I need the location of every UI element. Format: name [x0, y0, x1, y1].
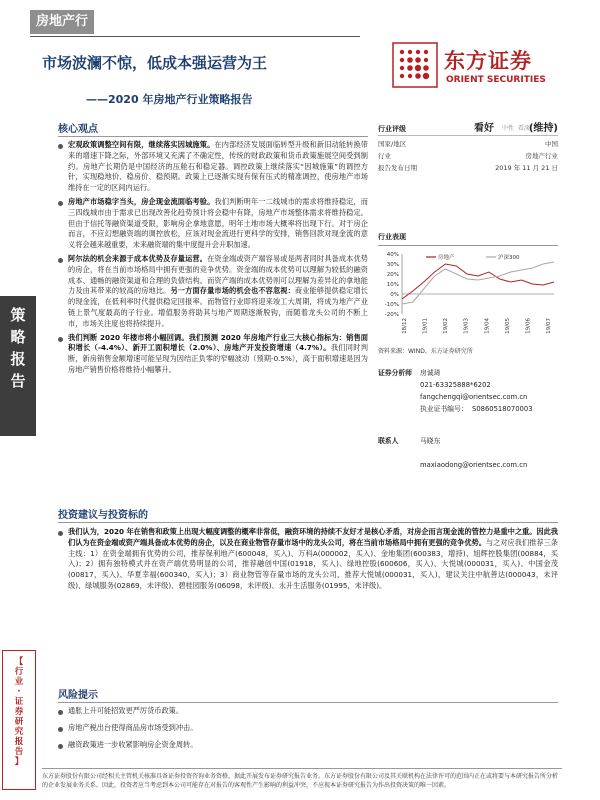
- y-tick-label: -10%: [384, 301, 399, 308]
- logo-text-cn: 东方证券: [444, 49, 532, 73]
- x-tick-label: 19/06: [525, 317, 532, 334]
- analyst-cert: S0860518070003: [472, 405, 533, 413]
- chart-title: 行业表现: [378, 233, 406, 241]
- risk-list: [58, 706, 558, 756]
- legend-label: 房地产: [438, 254, 455, 261]
- kv-value: 房地产行业: [525, 152, 558, 160]
- bottom-strip-char: 业: [14, 677, 24, 687]
- rating-status: (维持): [528, 123, 558, 134]
- y-tick-label: 10%: [386, 281, 399, 288]
- x-tick-label: 19/07: [546, 317, 552, 334]
- core-view-rule: [58, 136, 368, 137]
- page-subtitle: ——2020 年房地产行业策略报告: [86, 93, 253, 106]
- chart-source: 资料来源：WIND、东方证券研究所: [378, 348, 473, 356]
- bullet-text: 我们同时判断，新房销售金额增速可能呈现为因结正负零的窄幅波动（预期-0.5%），高于面积增速是因为房地产销售价格将维持小幅攀升。: [68, 343, 368, 374]
- kv-key: 报告发布日期: [378, 164, 417, 172]
- contact-name: 马晓东: [420, 437, 441, 445]
- logo-text-en: ORIENT SECURITIES: [446, 75, 546, 85]
- contact-label: 联系人: [378, 437, 399, 445]
- orient-securities-logo: [392, 40, 572, 90]
- bottom-strip-char: 究: [14, 727, 24, 737]
- side-strip-char: 略: [10, 328, 26, 346]
- bottom-strip-char: 告: [14, 747, 24, 757]
- side-strip-char: 策: [10, 306, 26, 324]
- bullet-lead: 我们判断 2020 年楼市将小幅回调。我们预测 2020 年房地产行业三大核心指标为：销售面积增长（-4.4%）、新开工面积增长（2.0%）、房地产开发投资增速（4.7%）。: [68, 332, 368, 353]
- logo-mark-icon: [392, 42, 438, 88]
- contact-email[interactable]: maxiaodong@orientsec.com.cn: [420, 461, 528, 469]
- page-title: 市场波澜不惊，低成本强运营为王: [42, 54, 268, 72]
- y-tick-label: 30%: [386, 261, 399, 268]
- kv-key: 行业: [378, 152, 391, 160]
- analyst-name: 房诚琦: [420, 369, 441, 377]
- rating-label: 行业评级: [378, 125, 406, 133]
- core-view-list: [58, 140, 368, 379]
- bullet-lead: 我们认为，2020 年在销售和政策上出现大幅度调整的概率非常低，融资环境的持续不友好才是核心矛盾，对房企而言现金流的管控力是重中之重。因此我们认为在资金端或资产端具备成本优势的房企，以及在商业物管存量市场中的龙头公司，将在当前市场格局中拥有更强的竞争优势。: [68, 527, 558, 547]
- analyst-email[interactable]: fangchengqi@orientsec.com.cn: [420, 393, 528, 401]
- risk-bullet: [58, 740, 558, 751]
- kv-key: 国家/地区: [378, 140, 407, 148]
- core-view-bullet: [58, 140, 368, 194]
- risk-heading: 风险提示: [58, 690, 98, 701]
- investment-rule: [58, 522, 558, 523]
- footer-rule: [42, 768, 562, 769]
- y-tick-label: -20%: [384, 311, 399, 318]
- legend-label: 沪深300: [498, 254, 520, 261]
- bullet-lead-2: 另一方面存量市场的机会也不容忽视：: [170, 286, 295, 296]
- analyst-phone: 021-63325888*6202: [420, 381, 491, 389]
- x-tick-label: 19/04: [484, 317, 491, 334]
- bottom-strip-char: 【: [14, 657, 24, 667]
- bottom-strip: [2, 650, 36, 790]
- side-strip-char: 报: [10, 350, 26, 368]
- bottom-strip-char: 券: [14, 707, 24, 717]
- bullet-text: 与之对应我们推荐三条主线：1）在资金端拥有优势的公司，推荐保利地产(600048，买入)、万科A(000002，买入)、金地集团(600383，增持)、旭辉控股集团(00884，买入)；2）拥有独特模式并在资产端优势明显的公司，推荐融创中国(01918，买入)、绿地控股(600606，买入)、大悦城(000031，买入)、中国金茂(00817，买入)、华夏幸福(600340，买入)；3）商业物管等存量市场的龙头公司，推荐大悦城(000031，买入)，建议关注中航善达(000043，未评级)、绿城服务(02869，未评级)、碧桂园服务(06098，未评级)、永升生活服务(01995，未评级)。: [68, 537, 558, 590]
- y-tick-label: 40%: [386, 251, 399, 258]
- core-view-bullet: [58, 197, 368, 251]
- risk-rule: [58, 702, 558, 703]
- analyst-label: 证券分析师: [378, 369, 412, 377]
- bottom-strip-char: ·: [17, 687, 21, 697]
- side-strip: [0, 296, 36, 436]
- rating-value: 看好: [474, 123, 494, 134]
- side-strip-char: 告: [10, 372, 26, 390]
- bottom-strip-char: 报: [14, 737, 24, 747]
- bullet-text: 房地产税出台使得商品房市场受到冲击。: [68, 722, 198, 732]
- bullet-text: 我们判断明年一二线城市的需求将维持稳定，而三四线城市由于需求已出现改善化趋势预计将会稳中有降，房地产市场整体需求将维持稳定。但由于信托等融资渠道受限，影响房企拿地意愿，明年土地市场大概率将出现下行。对于房企而言，不应幻想融资端的调控放松，应该对现金流进行更科学的安排，销售回款对现金流的意义将会越来越重要，未来融资端的集中度提升会升职加速。: [68, 196, 368, 250]
- x-tick-label: 19/05: [504, 317, 511, 334]
- bullet-text-2: 商业能够提供稳定增长的现金流，在低利率时代提供稳定回报率。而物管行业即将迎来竣工大周期，将成为地产产业链上景气度最高的子行业。增值服务将助其与地产周期逐渐脱钩，而随着龙头公司的不断上市，市场关注度也将持续提升。: [68, 286, 368, 328]
- kv-value: 中国: [545, 140, 558, 148]
- x-tick-label: 19/03: [463, 317, 470, 334]
- contact-block: [378, 436, 558, 476]
- bullet-lead: 宏观政策调整空间有限，继续落实因城施策。: [68, 140, 215, 149]
- industry-performance-chart: [378, 250, 558, 342]
- bullet-text: 在内部经济发展面临转型升级和新旧动能转换带来的增速下降之际，外部环境又充满了不确定性，传统的财政政策和货币政策施展空间受到制约。房地产长期仍是中国经济的压舱石和稳定器。调控政策上继续落实“因城施策”的调控方针，实现稳地价、稳房价、稳预期。政策上已逐渐实现有保有压式的精准调控，使房地产市场维持在一定的区间内运行。: [68, 140, 368, 193]
- analyst-cert-label: 执业证书编号：: [420, 405, 468, 413]
- bullet-text: 通胀上升可能招致更严厉货币政策。: [68, 706, 184, 715]
- bottom-strip-char: 研: [14, 717, 24, 727]
- x-tick-label: 19/02: [443, 317, 450, 334]
- investment-bullet: [58, 527, 558, 592]
- core-view-heading: 核心观点: [58, 124, 98, 135]
- rating-kv-row: [378, 140, 558, 152]
- rating-kv-row: [378, 164, 558, 176]
- investment-heading: 投资建议与投资标的: [58, 510, 148, 521]
- rating-row: [378, 122, 558, 136]
- kv-value: 2019 年 11 月 21 日: [495, 164, 558, 172]
- bottom-strip-char: 】: [14, 757, 24, 767]
- rating-options: 中性 看淡: [502, 125, 530, 132]
- bottom-strip-char: 证: [14, 697, 24, 707]
- y-tick-label: 20%: [386, 271, 399, 278]
- bullet-lead: 阿尔法的机会来源于成本优势及存量运营。: [68, 253, 208, 263]
- industry-performance-panel: [378, 232, 558, 356]
- risk-bullet: [58, 723, 558, 734]
- top-rule: [30, 36, 360, 37]
- x-tick-label: 18/12: [402, 317, 408, 334]
- bullet-text: 融资政策进一步收紧影响房企资金周转。: [68, 739, 198, 749]
- risk-bullet: [58, 706, 558, 717]
- core-view-bullet: [58, 333, 368, 376]
- bullet-text: 在资金端或资产端容易或是两者同时具备成本优势的房企，将在当前市场格局中拥有更强的竞争优势。资金端的成本优势可以理解为较低的融资成本、通畅的融资渠道和合理的负债结构。而资产端的成本优势则可以理解为差异化的拿地能力及由其带来的较高的房地比。: [68, 253, 368, 296]
- bottom-strip-char: 行: [14, 667, 24, 677]
- rating-panel: [378, 122, 558, 176]
- core-view-bullet: [58, 254, 368, 330]
- rating-kv-row: [378, 152, 558, 164]
- y-tick-label: 0%: [390, 291, 399, 298]
- x-tick-label: 19/01: [422, 317, 429, 334]
- investment-list: [58, 527, 558, 595]
- footer-disclaimer: 东方证券股份有限公司经相关主管机关核准具备证券投资咨询业务资格，据此开展发布证券研究报告业务。东方证券股份有限公司及其关联机构在法律许可的范围内正在或将要与本研究报告所分析的企业发展业务关系。因此，投资者应当考虑到本公司可能存在对报告的客观性产生影响的利益冲突，不应视本证券研究报告为作出投资决策的唯一因素。: [42, 773, 559, 789]
- bullet-lead: 房地产市场稳字当头，房企现金流面临考验。: [68, 196, 215, 206]
- series-line-沪深300: [402, 262, 554, 304]
- industry-tab: 房地产行业: [30, 10, 94, 34]
